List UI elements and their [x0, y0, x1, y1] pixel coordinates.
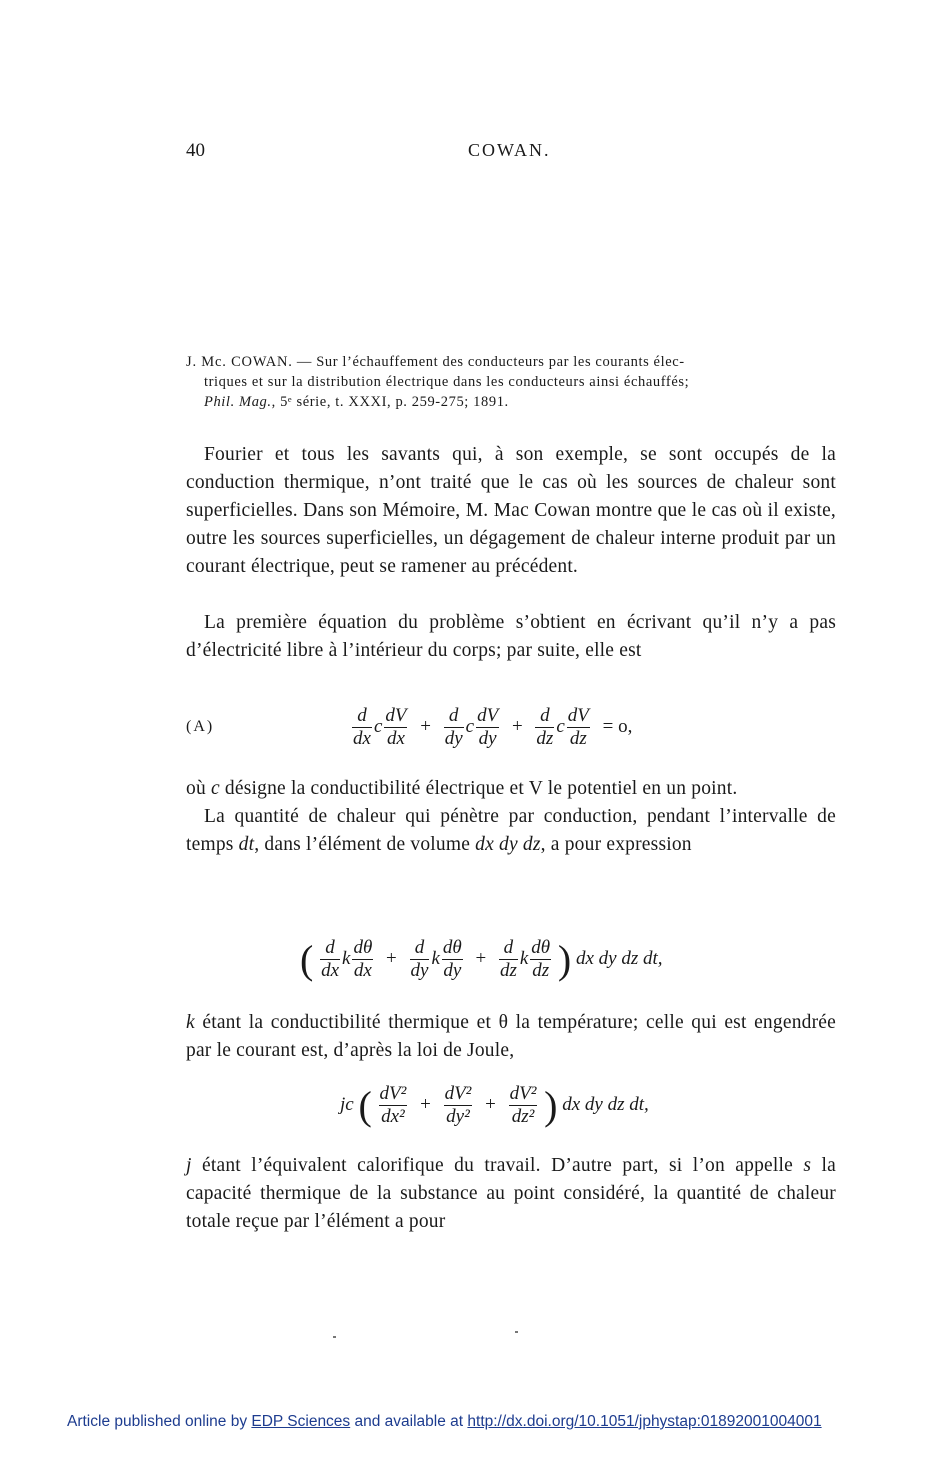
reference-details: , 5ᵉ série, t. XXXI, p. 259-275; 1891.: [271, 394, 509, 410]
equation-A: $\frac{d}{dx}$ c $\frac{dV}{dx}$ + $\frac{d}{dy}$ c $\frac{dV}{dy}$ + $\frac{d}{dz}$ c $\frac{dV}{dz}$ = o,: [353, 705, 633, 749]
frac: $\frac{dV}{dy}$: [477, 705, 499, 749]
equation-joule-heat: jc ( $\frac{\text{dV²}}{\text{dx²}}$ + $\frac{\text{dV²}}{\text{dy²}}$ + $\frac{\text{dV²}}{\text{dz²}}$ ) dx dy dz dt,: [340, 1083, 649, 1128]
frac: $\frac{dV}{dz}$: [567, 705, 589, 749]
frac: $\frac{d}{dx}$: [353, 705, 371, 749]
edp-sciences-link[interactable]: EDP Sciences: [251, 1413, 351, 1430]
paragraph-5: j étant l’équivalent calorifique du travail. D’autre part, si l’on appelle s la capacité thermique de la substance au point considéré, la quantité de chaleur totale reçue par l’élément a pour: [186, 1155, 836, 1232]
paragraph-1: Fourier et tous les savants qui, à son exemple, se sont occupés de la conduction thermique, n’ont traité que le cas où les sources de chaleur sont superficielles. Dans son Mémoire, M. Mac Cowan montre que le cas où il existe, outre les sources superficielles, un dégagement de chaleur interne produit par un courant électrique, peut se ramener au précédent.: [186, 444, 836, 577]
reference-title: — Sur l’échauffement des conducteurs par les courants élec-: [292, 354, 685, 370]
doi-link[interactable]: http://dx.doi.org/10.1051/jphystap:01892001004001: [467, 1413, 822, 1430]
frac: $\frac{d}{dy}$: [444, 705, 463, 749]
paragraph-2: La première équation du problème s’obtient en écrivant qu’il n’y a pas d’électricité libre à l’intérieur du corps; par suite, elle est: [186, 612, 836, 661]
frac: $\frac{dV}{dx}$: [385, 705, 407, 749]
equation-label-A: (A): [186, 718, 215, 735]
bibliographic-reference: [186, 352, 838, 412]
running-title: COWAN.: [468, 140, 551, 160]
paragraph-4: k étant la conductibilité thermique et θ la température; celle qui est engendrée par le courant est, d’après la loi de Joule,: [186, 1012, 836, 1061]
reference-author: J. Mc. COWAN.: [186, 354, 293, 370]
reference-title-cont: triques et sur la distribution électrique dans les conducteurs ainsi échauffés;: [204, 374, 690, 390]
paragraph-3: où c désigne la conductibilité électrique et V le potentiel en un point. La quantité de chaleur qui pénètre par conduction, pendant l’intervalle de temps dt, dans l’élément de volume dx dy dz, a pour expression: [186, 778, 836, 855]
scan-speck: [333, 1336, 336, 1338]
scan-speck: [515, 1331, 518, 1333]
equation-heat-conduction: ( $\frac{d}{dx}$ k $\frac{d\theta}{dx}$ + $\frac{d}{dy}$ k $\frac{d\theta}{dy}$ + $\frac{d}{dz}$ k $\frac{d\theta}{dz}$ ) dx dy dz dt,: [300, 937, 663, 982]
page-number: 40: [186, 140, 205, 161]
frac: $\frac{d}{dz}$: [536, 705, 554, 749]
reference-journal: Phil. Mag.: [204, 394, 272, 410]
publication-footer: Article published online by EDP Sciences and available at http://dx.doi.org/10.1051/jphystap:01892001004001: [67, 1413, 822, 1430]
